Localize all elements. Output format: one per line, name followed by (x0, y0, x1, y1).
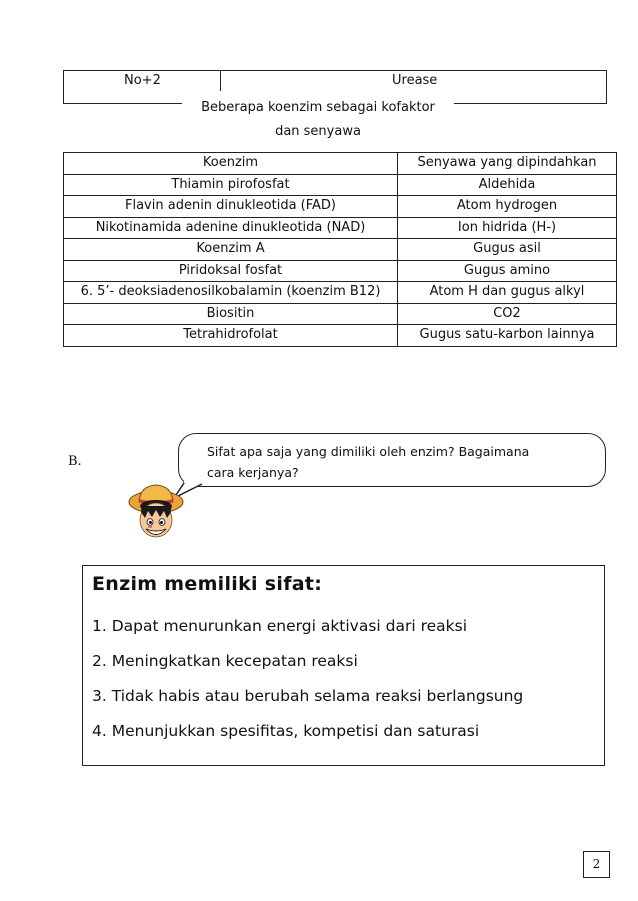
list-item: 4. Menunjukkan spesifitas, kompetisi dan saturasi (92, 722, 480, 740)
caption-line-2: dan senyawa (275, 124, 361, 139)
compound-cell: CO2 (398, 303, 617, 325)
header-cell-compound: Senyawa yang dipindahkan (398, 153, 617, 175)
compound-cell: Atom hydrogen (398, 196, 617, 218)
properties-list (92, 614, 523, 754)
table-row (64, 260, 617, 282)
table-row (64, 174, 617, 196)
compound-cell: Gugus asil (398, 239, 617, 261)
coenzyme-cell: Nikotinamida adenine dinukleotida (NAD) (64, 217, 398, 239)
cartoon-avatar-icon (126, 482, 186, 544)
table-row (64, 239, 617, 261)
top-row-right-cell: Urease (392, 73, 438, 88)
coenzyme-cell: Biositin (64, 303, 398, 325)
list-item: 3. Tidak habis atau berubah selama reaksi berlangsung (92, 687, 524, 705)
coenzyme-cell: 6. 5’- deoksiadenosilkobalamin (koenzim B12) (64, 282, 398, 304)
coenzyme-cell: Koenzim A (64, 239, 398, 261)
coenzyme-cell: Piridoksal fosfat (64, 260, 398, 282)
compound-cell: Aldehida (398, 174, 617, 196)
coenzyme-table (63, 152, 617, 347)
table-header-row (64, 153, 617, 175)
table-caption (182, 96, 454, 144)
speech-bubble-text (207, 441, 567, 483)
top-row-left-cell: No+2 (124, 73, 161, 88)
caption-line-1: Beberapa koenzim sebagai kofaktor (201, 100, 435, 115)
enzyme-properties-box (82, 565, 605, 766)
table-row (64, 282, 617, 304)
speech-bubble (178, 433, 606, 487)
list-item: 2. Meningkatkan kecepatan reaksi (92, 652, 358, 670)
page-number: 2 (583, 851, 610, 878)
coenzyme-cell: Tetrahidrofolat (64, 325, 398, 347)
compound-cell: Atom H dan gugus alkyl (398, 282, 617, 304)
compound-cell: Gugus amino (398, 260, 617, 282)
table-row (64, 196, 617, 218)
compound-cell: Ion hidrida (H-) (398, 217, 617, 239)
header-cell-coenzyme: Koenzim (64, 153, 398, 175)
coenzyme-cell: Thiamin pirofosfat (64, 174, 398, 196)
compound-cell: Gugus satu-karbon lainnya (398, 325, 617, 347)
table-row (64, 303, 617, 325)
properties-title: Enzim memiliki sifat: (92, 573, 323, 595)
table-row (64, 217, 617, 239)
list-item: 1. Dapat menurunkan energi aktivasi dari reaksi (92, 617, 468, 635)
question-line-1: Sifat apa saja yang dimiliki oleh enzim? Bagaimana (207, 444, 530, 459)
section-b-label: B. (68, 454, 82, 469)
top-row-divider (220, 71, 221, 91)
coenzyme-cell: Flavin adenin dinukleotida (FAD) (64, 196, 398, 218)
question-line-2: cara kerjanya? (207, 465, 299, 480)
table-row (64, 325, 617, 347)
